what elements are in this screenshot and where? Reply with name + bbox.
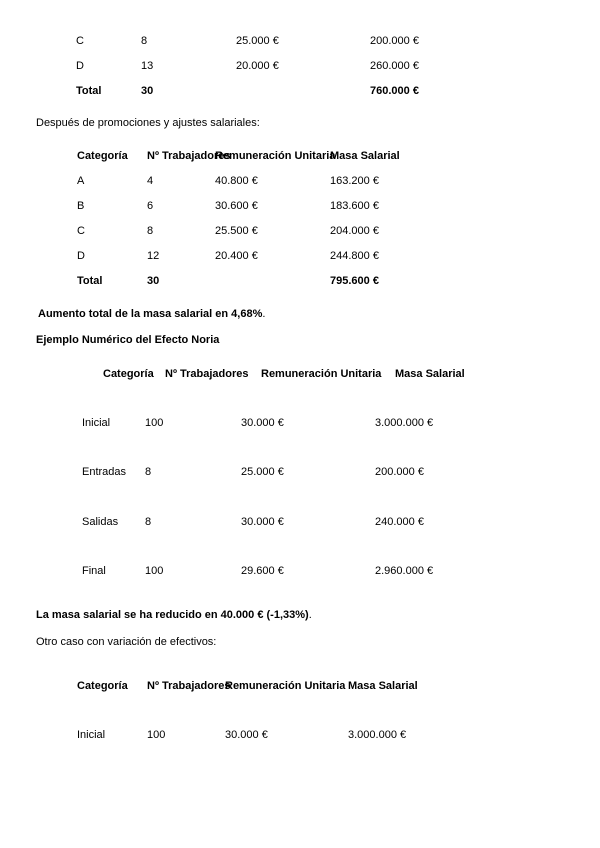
table-cell: B bbox=[77, 200, 85, 212]
header-trabajadores: Nº Trabajadores bbox=[165, 368, 249, 380]
table-cell: 163.200 € bbox=[330, 175, 379, 187]
table-cell: 240.000 € bbox=[375, 516, 424, 528]
table-cell: 20.000 € bbox=[236, 60, 279, 72]
table-cell: D bbox=[77, 250, 85, 262]
table-cell: 25.000 € bbox=[241, 466, 284, 478]
header-masa: Masa Salarial bbox=[395, 368, 465, 380]
header-remuneracion: Remuneración Unitaria bbox=[261, 368, 382, 380]
table-cell: Entradas bbox=[82, 466, 127, 478]
table-cell: D bbox=[76, 60, 84, 72]
table-cell: 244.800 € bbox=[330, 250, 379, 262]
table-cell: C bbox=[76, 35, 84, 47]
total-count: 30 bbox=[147, 275, 160, 287]
table-cell: 25.000 € bbox=[236, 35, 279, 47]
table-cell: 8 bbox=[147, 225, 154, 237]
table-cell: 2.960.000 € bbox=[375, 565, 434, 577]
table-cell: 30.000 € bbox=[241, 516, 284, 528]
header-trabajadores: Nº Trabajadores bbox=[147, 680, 231, 692]
table-cell: Inicial bbox=[82, 417, 111, 429]
table-cell: 8 bbox=[141, 35, 148, 47]
header-trabajadores: Nº Trabajadores bbox=[147, 150, 231, 162]
table-cell: 6 bbox=[147, 200, 154, 212]
total-count: 30 bbox=[141, 85, 154, 97]
total-masa: 760.000 € bbox=[370, 85, 419, 97]
aumento-statement bbox=[38, 309, 265, 320]
table-cell: 20.400 € bbox=[215, 250, 258, 262]
table-cell: Inicial bbox=[77, 729, 106, 741]
header-masa: Masa Salarial bbox=[330, 150, 400, 162]
reduccion-statement bbox=[36, 610, 312, 621]
aumento-period: . bbox=[262, 308, 266, 320]
total-label: Total bbox=[76, 85, 102, 97]
table-cell: 200.000 € bbox=[375, 466, 424, 478]
table-cell: 8 bbox=[145, 516, 152, 528]
table-cell: 183.600 € bbox=[330, 200, 379, 212]
header-categoria: Categoría bbox=[103, 368, 154, 380]
table-cell: 100 bbox=[145, 565, 164, 577]
otro-caso-label: Otro caso con variación de efectivos: bbox=[36, 636, 217, 648]
table-cell: 25.500 € bbox=[215, 225, 258, 237]
table-cell: C bbox=[77, 225, 85, 237]
table-cell: 260.000 € bbox=[370, 60, 419, 72]
table-cell: 3.000.000 € bbox=[375, 417, 434, 429]
table-cell: 100 bbox=[145, 417, 164, 429]
table-cell: 40.800 € bbox=[215, 175, 258, 187]
reduccion-period: . bbox=[308, 609, 312, 621]
table-cell: A bbox=[77, 175, 85, 187]
table-cell: 30.000 € bbox=[225, 729, 268, 741]
table-cell: 100 bbox=[147, 729, 166, 741]
after-promotions-label: Después de promociones y ajustes salariales: bbox=[36, 117, 260, 129]
aumento-text: Aumento total de la masa salarial en 4,68% bbox=[38, 308, 263, 320]
table-cell: 4 bbox=[147, 175, 154, 187]
table-cell: 29.600 € bbox=[241, 565, 284, 577]
header-remuneracion: Remuneración Unitaria bbox=[215, 150, 336, 162]
reduccion-text: La masa salarial se ha reducido en 40.000 € (-1,33%) bbox=[36, 609, 309, 621]
table-cell: 200.000 € bbox=[370, 35, 419, 47]
table-cell: 13 bbox=[141, 60, 154, 72]
table-cell: 12 bbox=[147, 250, 160, 262]
table-cell: 3.000.000 € bbox=[348, 729, 407, 741]
header-masa: Masa Salarial bbox=[348, 680, 418, 692]
table-cell: 204.000 € bbox=[330, 225, 379, 237]
header-remuneracion: Remuneración Unitaria bbox=[225, 680, 346, 692]
table-cell: Final bbox=[82, 565, 106, 577]
header-categoria: Categoría bbox=[77, 150, 128, 162]
table-cell: 8 bbox=[145, 466, 152, 478]
table-cell: 30.000 € bbox=[241, 417, 284, 429]
header-categoria: Categoría bbox=[77, 680, 128, 692]
total-masa: 795.600 € bbox=[330, 275, 379, 287]
table-cell: 30.600 € bbox=[215, 200, 258, 212]
total-label: Total bbox=[77, 275, 103, 287]
noria-title: Ejemplo Numérico del Efecto Noria bbox=[36, 334, 220, 346]
table-cell: Salidas bbox=[82, 516, 119, 528]
